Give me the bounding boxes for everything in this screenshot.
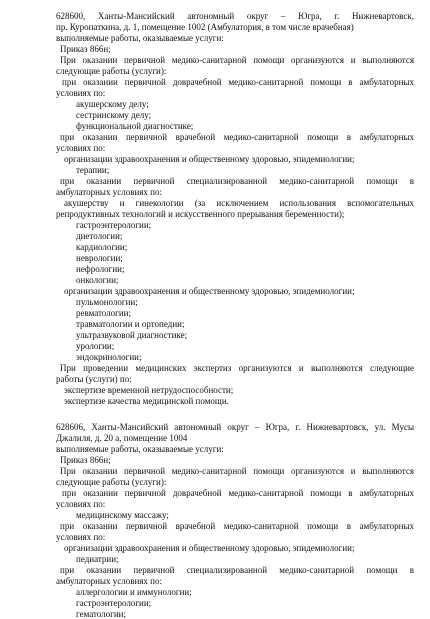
text-line: ревматологии; (76, 308, 131, 318)
text-line: при оказании первичной специализированной медико-санитарной помощи в (60, 176, 414, 186)
text-line: Приказ 866н; (60, 44, 111, 54)
text-line: медицинскому массажу; (76, 510, 169, 520)
text-line: кардиологии; (76, 242, 128, 252)
text-line: организации здравоохранения и общественному здоровью, эпидемиологии; (64, 286, 355, 296)
text-line: При проведении медицинских экспертиз организуются и выполняются следующие (60, 363, 414, 373)
text-line: пульмонологии; (76, 297, 138, 307)
text-line: следующие работы (услуги): (56, 66, 167, 76)
text-line: при оказании первичной доврачебной медико-санитарной помощи в амбулаторных (62, 488, 414, 498)
text-line: условиях по: (56, 143, 106, 153)
text-line: 628600, Ханты-Мансийский автономный округ – Югра, г. Нижневартовск, (56, 11, 414, 21)
text-line: травматологии и ортопедии; (76, 319, 185, 329)
text-line: амбулаторных условиях по: (56, 187, 162, 197)
text-line: урологии; (76, 341, 115, 351)
text-line: выполняемые работы, оказываемые услуги: (56, 444, 224, 454)
text-line: 628606, Ханты-Мансийский автономный округ – Югра, г. Нижневартовск, ул. Мусы (56, 422, 414, 432)
text-line: пр. Куропаткина, д. 1, помещение 1002 (Амбулатория, в том числе врачебная) (56, 22, 354, 32)
text-line: работы (услуги) по: (56, 374, 132, 384)
text-line: нефрологии; (76, 264, 125, 274)
text-line: неврологии; (76, 253, 123, 263)
text-line: выполняемые работы, оказываемые услуги: (56, 33, 224, 43)
text-line: эндокринологии; (76, 352, 142, 362)
text-line: амбулаторных условиях по: (56, 576, 162, 586)
text-line: терапии; (76, 165, 110, 175)
text-line: при оказании первичной доврачебной медико-санитарной помощи в амбулаторных (62, 77, 414, 87)
text-line: организации здравоохранения и общественному здоровью, эпидемиологии; (64, 154, 355, 164)
text-line: организации здравоохранения и общественному здоровью, эпидемиологии; (64, 543, 355, 553)
text-line: сестринскому делу; (76, 110, 152, 120)
text-line: диетологии; (76, 231, 123, 241)
text-line: гематологии; (76, 609, 126, 619)
text-line: условиях по: (56, 499, 106, 509)
text-line: следующие работы (услуги): (56, 477, 167, 487)
text-line: функциональной диагностике; (76, 121, 194, 131)
text-line: при оказании первичной специализированной медико-санитарной помощи в (60, 565, 414, 575)
text-line: условиях по: (56, 532, 106, 542)
text-line: при оказании первичной врачебной медико-санитарной помощи в амбулаторных (60, 132, 414, 142)
text-line: аллергологии и иммунологии; (76, 587, 192, 597)
text-line: При оказании первичной медико-санитарной помощи организуются и выполняются (60, 55, 414, 65)
text-line: При оказании первичной медико-санитарной помощи организуются и выполняются (60, 466, 414, 476)
text-line: гастроэнтерологии; (76, 598, 152, 608)
text-line: условиях по: (56, 88, 106, 98)
text-line: онкологии; (76, 275, 119, 285)
text-line: при оказании первичной врачебной медико-санитарной помощи в амбулаторных (60, 521, 414, 531)
text-line: репродуктивных технологий и искусственного прерывания беременности); (56, 209, 345, 219)
text-line: гастроэнтерологии; (76, 220, 152, 230)
text-line: акушерскому делу; (76, 99, 149, 109)
text-line: экспертизе качества медицинской помощи. (64, 396, 229, 406)
text-line: Джалиля, д. 20 а, помещение 1004 (56, 433, 188, 443)
text-line: ультразвуковой диагностике; (76, 330, 188, 340)
text-line: Приказ 866н; (60, 455, 111, 465)
text-line: акушерству и гинекологии (за исключением использования вспомогательных (64, 198, 414, 208)
text-line: педиатрии; (76, 554, 119, 564)
text-line: экспертизе временной нетрудоспособности; (64, 385, 234, 395)
